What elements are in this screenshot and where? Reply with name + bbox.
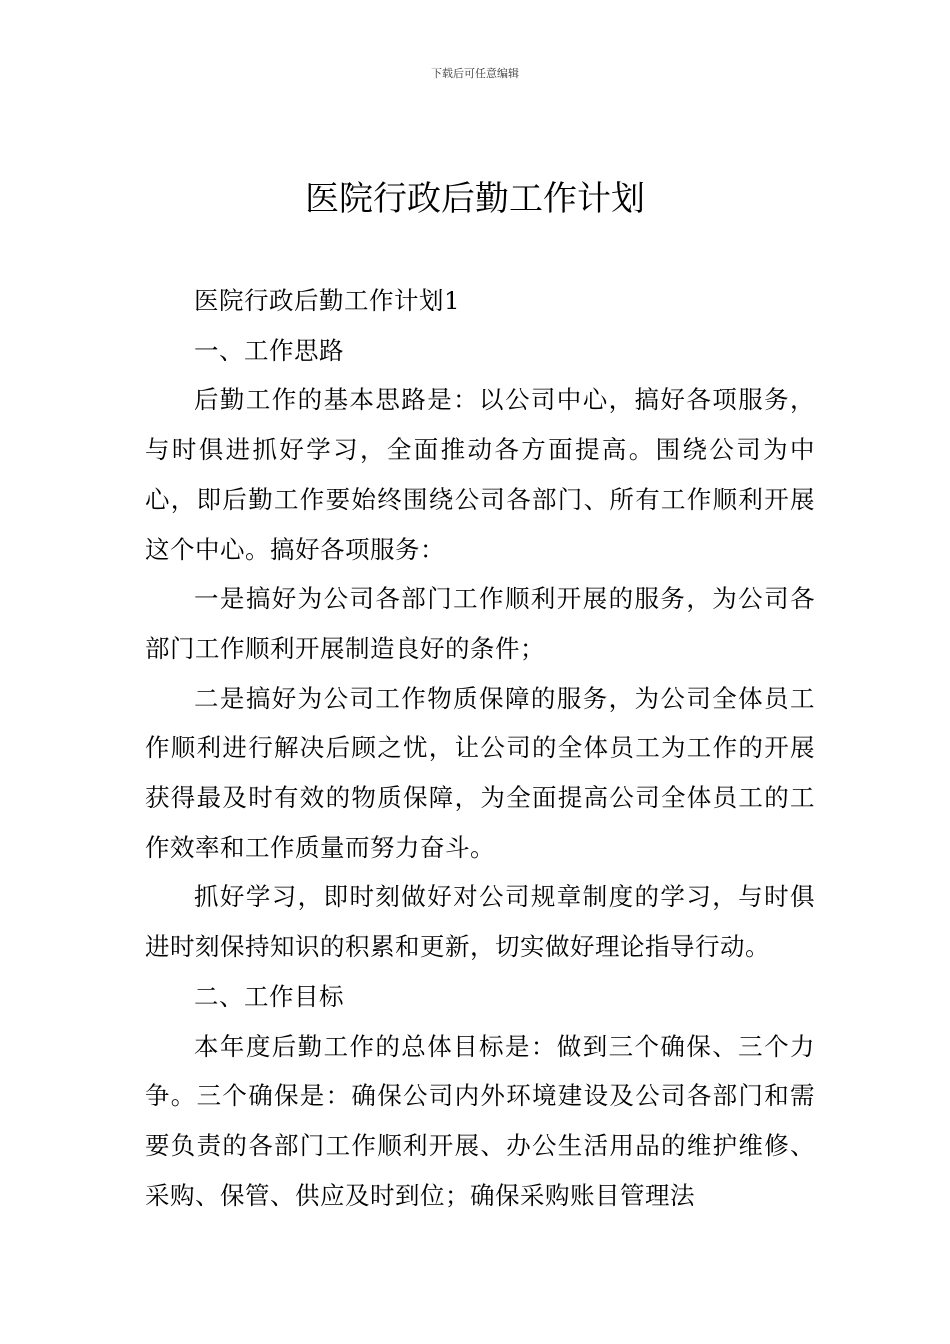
document-body	[145, 276, 815, 1220]
header-note: 下载后可任意编辑	[431, 67, 519, 80]
paragraph: 二是搞好为公司工作物质保障的服务，为公司全体员工作顺利进行解决后顾之忧，让公司的全体员工为工作的开展获得最及时有效的物质保障，为全面提高公司全体员工的工作效率和工作质量而努力奋斗。	[145, 683, 815, 862]
paragraph: 抓好学习，即时刻做好对公司规章制度的学习，与时俱进时刻保持知识的积累和更新，切实做好理论指导行动。	[145, 882, 815, 962]
paragraph: 本年度后勤工作的总体目标是：做到三个确保、三个力争。三个确保是：确保公司内外环境建设及公司各部门和需要负责的各部门工作顺利开展、办公生活用品的维护维修、采购、保管、供应及时到位；确保采购账目管理法	[145, 1031, 815, 1210]
section-heading-2: 二、工作目标	[194, 981, 344, 1011]
paragraph: 一是搞好为公司各部门工作顺利开展的服务，为公司各部门工作顺利开展制造良好的条件；	[145, 584, 815, 663]
paragraph: 后勤工作的基本思路是：以公司中心，搞好各项服务，与时俱进抓好学习，全面推动各方面提高。围绕公司为中心，即后勤工作要始终围绕公司各部门、所有工作顺利开展这个中心。搞好各项服务：	[145, 385, 815, 564]
document-title: 医院行政后勤工作计划	[305, 179, 645, 219]
section-heading-1: 一、工作思路	[194, 335, 344, 365]
section-title: 医院行政后勤工作计划1	[194, 286, 461, 315]
